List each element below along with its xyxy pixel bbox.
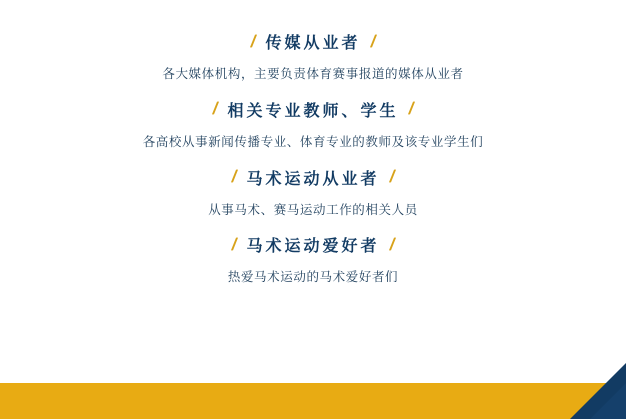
bottom-corner-triangle-inner	[590, 383, 626, 419]
section-2	[0, 98, 626, 152]
slash-right-icon: /	[368, 31, 378, 51]
bottom-accent-bar	[0, 383, 626, 419]
section-4	[0, 233, 626, 287]
slash-right-icon: /	[387, 167, 397, 186]
slash-left-icon: /	[210, 99, 220, 119]
section-1-description: 各大媒体机构，主要负责体育赛事报道的媒体从业者	[162, 67, 464, 81]
slash-left-icon: /	[229, 234, 239, 254]
section-2-heading	[0, 98, 626, 121]
section-3-heading-text: 马术运动从业者	[246, 170, 380, 188]
section-2-heading-text: 相关专业教师、学生	[227, 102, 399, 120]
section-4-description: 热爱马术运动的马术爱好者们	[227, 270, 399, 285]
section-3-description: 从事马术、赛马运动工作的相关人员	[208, 202, 418, 217]
slash-right-icon: /	[387, 234, 397, 254]
slash-left-icon: /	[229, 167, 239, 186]
section-4-heading-text: 马术运动爱好者	[246, 238, 380, 256]
section-4-heading	[0, 233, 626, 256]
section-3-heading	[0, 166, 626, 189]
section-1-heading	[0, 30, 626, 53]
section-1	[0, 30, 626, 84]
slash-left-icon: /	[248, 31, 258, 51]
section-2-description: 各高校从事新闻传播专业、体育专业的教师及该专业学生们	[142, 134, 484, 149]
section-1-heading-text: 传媒从业者	[265, 35, 361, 52]
section-3	[0, 166, 626, 220]
slash-right-icon: /	[406, 99, 416, 119]
